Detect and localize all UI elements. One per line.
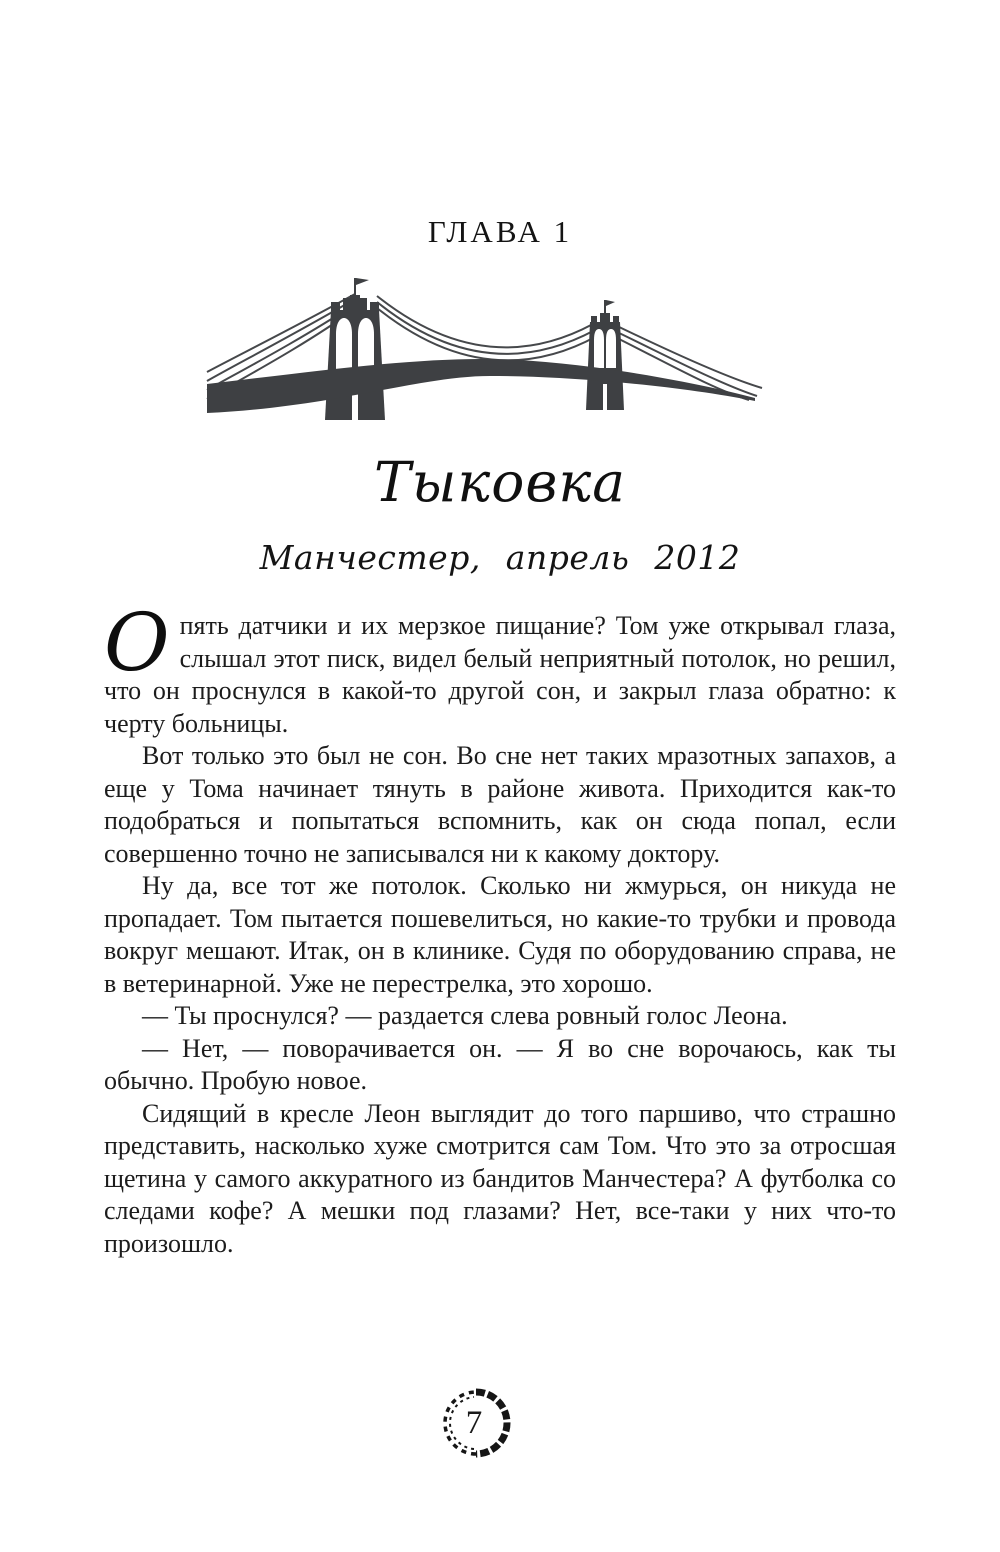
paragraph: — Ты проснулся? — раздается слева ровный голос Леона. xyxy=(142,1001,788,1030)
drop-cap: О xyxy=(104,596,170,689)
chapter-heading: ГЛАВА 1 xyxy=(427,214,573,249)
paragraph: Вот только это был не сон. Во сне нет таких мразотных запахов, а еще у Тома начинает тянуть в районе живота. Приходится как-то подобраться и попытаться вспомнить, как он сюда попал, если совершенно точно не записывался ни к какому доктору. xyxy=(104,741,896,868)
page-number: 7 xyxy=(465,1404,483,1441)
chapter-title: Тыковка xyxy=(373,450,627,514)
paragraph: Сидящий в кресле Леон выглядит до того паршиво, что страшно представить, насколько хуже смотрится сам Том. Что это за отросшая щетина у самого аккуратного из бандитов Манчестера? А футболка со следами кофе? А мешки под глазами? Нет, все-таки у них что-то произошло. xyxy=(104,1098,896,1258)
paragraph: — Нет, — поворачивается он. — Я во сне ворочаюсь, как ты обычно. Пробую новое. xyxy=(104,1033,896,1095)
body-text xyxy=(104,596,896,1260)
chapter-subtitle: Манчестер, апрель 2012 xyxy=(259,538,741,577)
page-number-ornament xyxy=(436,1383,516,1463)
paragraph xyxy=(104,596,896,740)
paragraph-text: пять датчики и их мерзкое пищание? Том уже открывал глаза, слышал этот писк, видел белый неприятный потолок, но решил, что он проснулся в какой-то другой сон, и закрыл глаза обратно: к черту больницы. xyxy=(104,611,896,738)
paragraph: Ну да, все тот же потолок. Сколько ни жмурься, он никуда не пропадает. Том пытается пошевелиться, но какие-то трубки и провода вокруг мешают. Итак, он в клинике. Судя по оборудованию справа, не в ветеринарной. Уже не перестрелка, это хорошо. xyxy=(104,871,896,998)
bridge-illustration-icon xyxy=(205,272,765,422)
